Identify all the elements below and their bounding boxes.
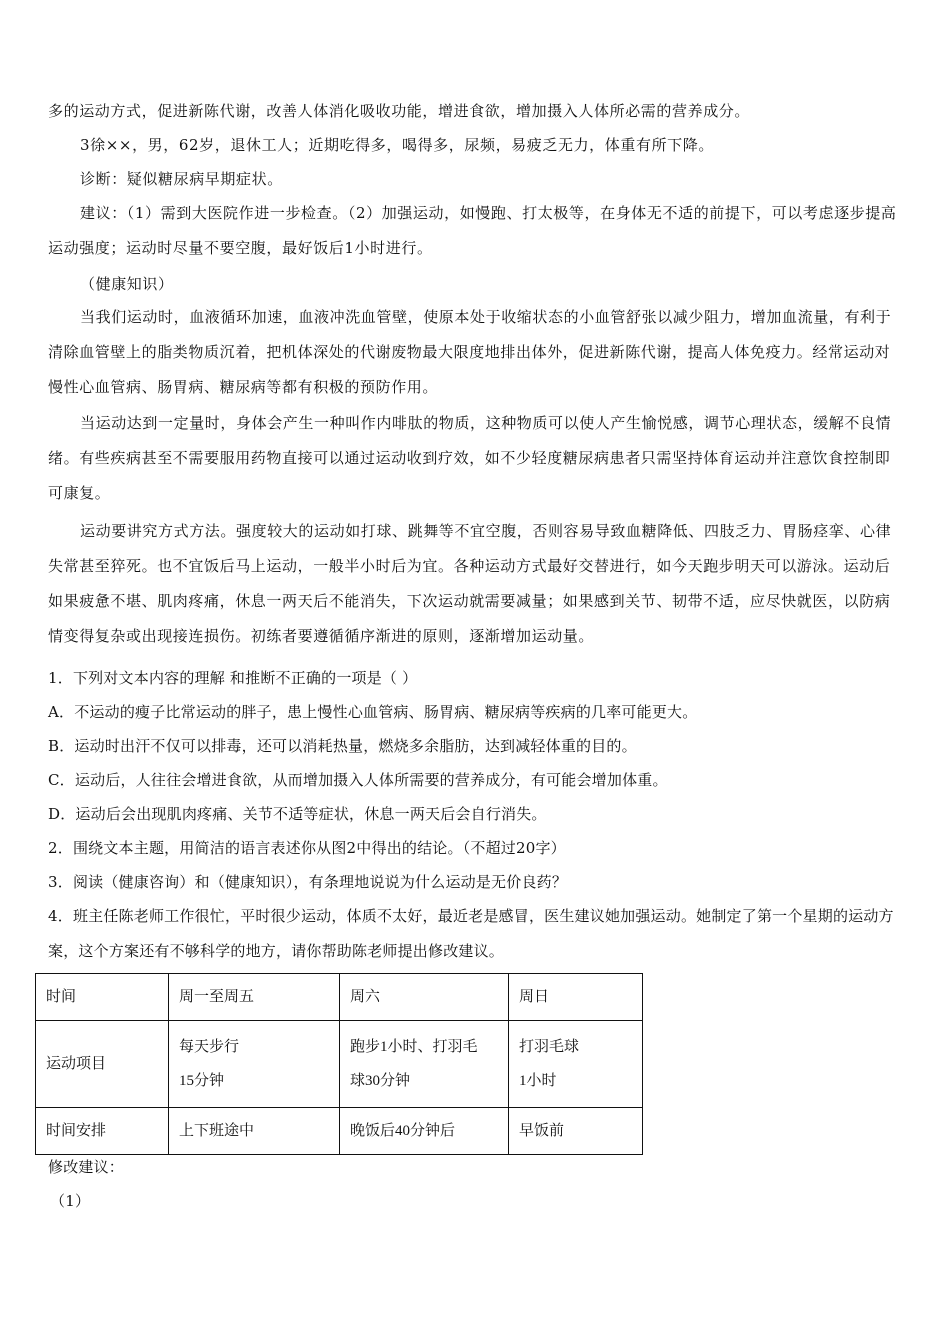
table-header-cell: 周日 bbox=[509, 974, 643, 1021]
cell-line: 打羽毛球 bbox=[519, 1039, 580, 1055]
case-description: 3徐××，男，62岁，退休工人；近期吃得多，喝得多，尿频，易疲乏无力，体重有所下降。 bbox=[80, 136, 714, 154]
question-1-option-c: C．运动后，人往往会增进食欲，从而增加摄入人体所需要的营养成分，有可能会增加体重。 bbox=[48, 771, 668, 789]
cell-line: 15分钟 bbox=[179, 1073, 225, 1089]
question-3: 3．阅读（健康咨询）和（健康知识），有条理地说说为什么运动是无价良药？ bbox=[48, 873, 568, 891]
question-1-option-b: B．运动时出汗不仅可以排毒，还可以消耗热量，燃烧多余脂肪，达到减轻体重的目的。 bbox=[48, 737, 637, 755]
question-1-option-a: A．不运动的瘦子比常运动的胖子，患上慢性心血管病、肠胃病、糖尿病等疾病的几率可能更大。 bbox=[48, 703, 698, 721]
table-cell: 上下班途中 bbox=[169, 1108, 340, 1155]
question-1-option-d: D．运动后会出现肌肉疼痛、关节不适等症状，休息一两天后会自行消失。 bbox=[48, 805, 547, 823]
cell-line: 球30分钟 bbox=[350, 1073, 411, 1089]
table-header-cell: 时间 bbox=[36, 974, 169, 1021]
table-header-cell: 周一至周五 bbox=[169, 974, 340, 1021]
knowledge-paragraph-1: 当我们运动时，血液循环加速，血液冲洗血管壁，使原本处于收缩状态的小血管舒张以减少阻力，增加血流量，有利于清除血管壁上的脂类物质沉着，把机体深处的代谢废物最大限度地排出体外，促进新陈代谢，提高人体免疫力。经常运动对慢性心血管病、肠胃病、糖尿病等都有积极的预防作用。 bbox=[48, 308, 892, 396]
section-heading-health-knowledge: （健康知识） bbox=[80, 275, 174, 293]
diagnosis: 诊断：疑似糖尿病早期症状。 bbox=[80, 170, 283, 188]
question-4: 4．班主任陈老师工作很忙，平时很少运动，体质不太好，最近老是感冒，医生建议她加强运动。她制定了第一个星期的运动方案，这个方案还有不够科学的地方，请你帮助陈老师提出修改建议。 bbox=[48, 907, 894, 960]
table-cell: 早饭前 bbox=[509, 1108, 643, 1155]
question-2: 2．围绕文本主题，用简洁的语言表述你从图2中得出的结论。（不超过20字） bbox=[48, 839, 566, 857]
knowledge-paragraph-2: 当运动达到一定量时，身体会产生一种叫作内啡肽的物质，这种物质可以使人产生愉悦感，调节心理状态，缓解不良情绪。有些疾病甚至不需要服用药物直接可以通过运动收到疗效，如不少轻度糖尿病患者只需坚持体育运动并注意饮食控制即可康复。 bbox=[48, 414, 892, 502]
table-row-label: 运动项目 bbox=[36, 1021, 169, 1108]
exercise-plan-table bbox=[35, 973, 643, 1155]
table-row bbox=[36, 1108, 643, 1155]
table-row-label: 时间安排 bbox=[36, 1108, 169, 1155]
table-cell: 晚饭后40分钟后 bbox=[340, 1108, 509, 1155]
advice: 建议：（1）需到大医院作进一步检查。（2）加强运动，如慢跑、打太极等，在身体无不适的前提下，可以考虑逐步提高运动强度；运动时尽量不要空腹，最好饭后1小时进行。 bbox=[48, 204, 897, 257]
knowledge-paragraph-3: 运动要讲究方式方法。强度较大的运动如打球、跳舞等不宜空腹，否则容易导致血糖降低、四肢乏力、胃肠痉挛、心律失常甚至猝死。也不宜饭后马上运动，一般半小时后为宜。各种运动方式最好交替进行，如今天跑步明天可以游泳。运动后如果疲惫不堪、肌肉疼痛，休息一两天后不能消失，下次运动就需要减量；如果感到关节、韧带不适，应尽快就医，以防病情变得复杂或出现接连损伤。初练者要遵循循序渐进的原则，逐渐增加运动量。 bbox=[48, 522, 892, 645]
table-header-cell: 周六 bbox=[340, 974, 509, 1021]
paragraph-continuation: 多的运动方式，促进新陈代谢，改善人体消化吸收功能，增进食欲，增加摄入人体所必需的营养成分。 bbox=[48, 102, 751, 120]
suggestion-item-1: （1） bbox=[50, 1192, 91, 1210]
table-row bbox=[36, 1021, 643, 1108]
cell-line: 1小时 bbox=[519, 1073, 557, 1089]
table-cell bbox=[169, 1021, 340, 1108]
suggestion-label: 修改建议： bbox=[48, 1158, 125, 1176]
question-1: 1．下列对文本内容的理解 和推断不正确的一项是（ ） bbox=[48, 669, 418, 687]
table-cell bbox=[340, 1021, 509, 1108]
table-cell bbox=[509, 1021, 643, 1108]
table-header-row bbox=[36, 974, 643, 1021]
cell-line: 跑步1小时、打羽毛 bbox=[350, 1039, 478, 1055]
cell-line: 每天步行 bbox=[179, 1039, 240, 1055]
